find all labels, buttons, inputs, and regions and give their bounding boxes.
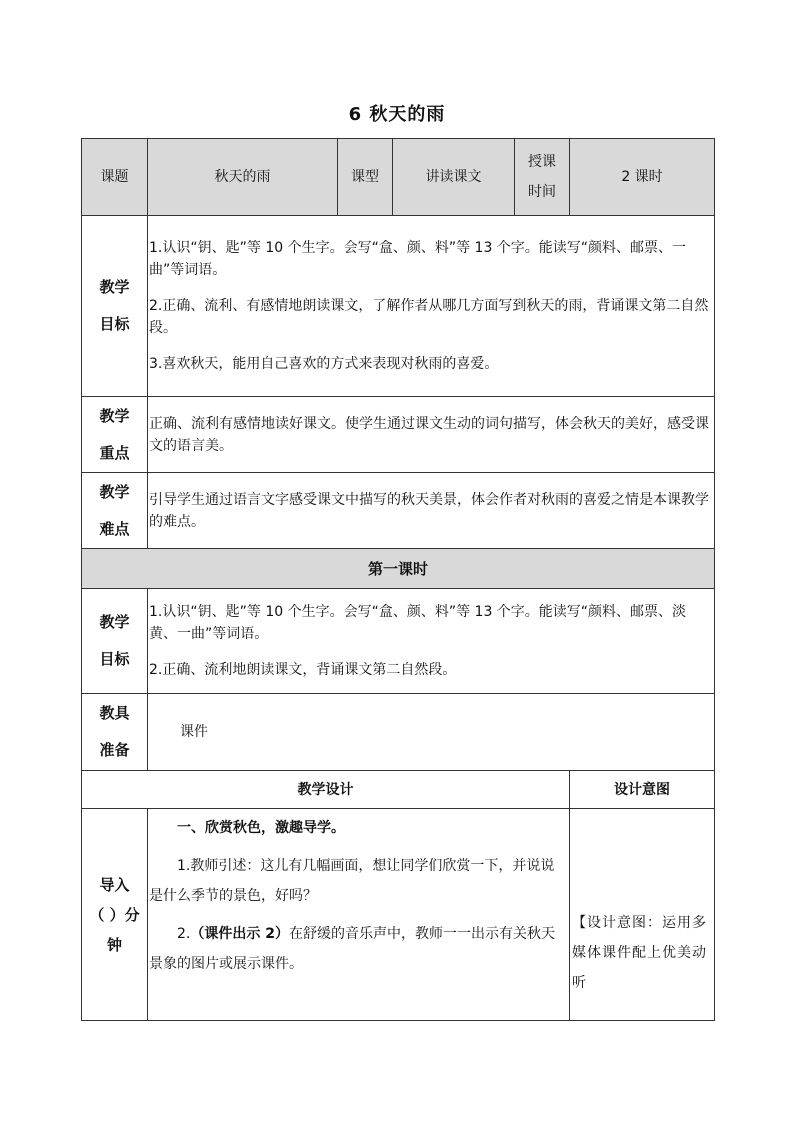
intro-design-content [148,809,570,1021]
first-lesson-goals-label-line2: 目标 [99,650,130,668]
key-points-row [82,397,715,473]
tools-label [82,694,148,771]
difficulties-label-line2: 难点 [99,519,130,538]
time-value: 2 课时 [570,139,715,216]
intro-label [82,809,148,1021]
difficulties-text: 引导学生通过语言文字感受课文中描写的秋天美景，体会作者对秋雨的喜爱之情是本课教学的难点。 [149,491,709,530]
key-points-content [148,397,715,473]
intro-para-2-rest: 在舒缓的音乐声中，教师一一出示有关秋天景象的图片或展示课件。 [149,926,555,972]
tools-label-line2: 准备 [99,741,130,759]
intro-label-line1: 导入 [99,875,130,894]
first-lesson-goals-content [148,589,715,694]
goals-label-line1: 教学 [99,278,130,296]
key-points-label-line1: 教学 [99,406,130,425]
lesson-plan-table [81,138,715,1021]
type-value: 讲读课文 [393,139,515,216]
intro-intent-cell [570,809,715,1021]
difficulties-label-line1: 教学 [99,482,130,501]
time-label-line1: 授课 [528,154,556,170]
difficulties-label [82,473,148,549]
design-header-row [82,771,715,809]
tools-row [82,694,715,771]
intro-intent-text: 【设计意图：运用多媒体课件配上优美动听 [572,915,707,991]
first-lesson-row [82,549,715,589]
goals-content [148,216,715,397]
design-header: 教学设计 [82,771,570,809]
intro-para-1: 1.教师引述：这儿有几幅画面，想让同学们欣赏一下，并说说是什么季节的景色，好吗？ [149,858,555,904]
topic-value: 秋天的雨 [148,139,338,216]
first-lesson-goals-row [82,589,715,694]
goal-item: 2.正确、流利、有感情地朗读课文，了解作者从哪几方面写到秋天的雨，背诵课文第二自然段。 [149,298,709,336]
goals-label [82,216,148,397]
time-label-line2: 时间 [528,184,556,200]
goals-label-line2: 目标 [99,315,130,333]
first-lesson-goals-label-line1: 教学 [99,613,130,631]
first-lesson-goal-item: 1.认识“钥、匙”等 10 个生字。会写“盒、颜、料”等 13 个字。能读写“颜料、邮票、淡黄、一曲”等词语。 [149,604,687,642]
intro-label-line3: 钟 [106,935,122,954]
intro-para-2 [149,919,567,979]
topic-label: 课题 [82,139,148,216]
time-label [515,139,570,216]
difficulties-content [148,473,715,549]
page-title: 6 秋天的雨 [348,104,446,125]
intro-para-2-prefix: 2. [177,926,191,942]
first-lesson-goal-item: 2.正确、流利地朗读课文，背诵课文第二自然段。 [149,662,457,678]
key-points-text: 正确、流利有感情地读好课文。使学生通过课文生动的词句描写，体会秋天的美好，感受课文的语言美。 [149,415,709,454]
tools-label-line1: 教具 [99,704,130,722]
first-lesson-goals-label [82,589,148,694]
difficulties-row [82,473,715,549]
key-points-label-line2: 重点 [99,443,130,462]
first-lesson-heading: 第一课时 [82,549,715,589]
goal-item: 1.认识“钥、匙”等 10 个生字。会写“盒、颜、料”等 13 个字。能读写“颜料、邮票、一曲”等词语。 [149,240,687,278]
type-label: 课型 [338,139,393,216]
intent-header: 设计意图 [570,771,715,809]
goal-item: 3.喜欢秋天，能用自己喜欢的方式来表现对秋雨的喜爱。 [149,356,499,372]
key-points-label [82,397,148,473]
header-row [82,139,715,216]
intro-para-2-bold: （课件出示 2） [190,926,289,942]
intro-step-title: 一、欣赏秋色，激趣导学。 [177,820,345,836]
intro-row [82,809,715,1021]
intro-label-line2: （ ）分 [89,905,140,924]
goals-row [82,216,715,397]
tools-value: 课件 [148,694,715,771]
